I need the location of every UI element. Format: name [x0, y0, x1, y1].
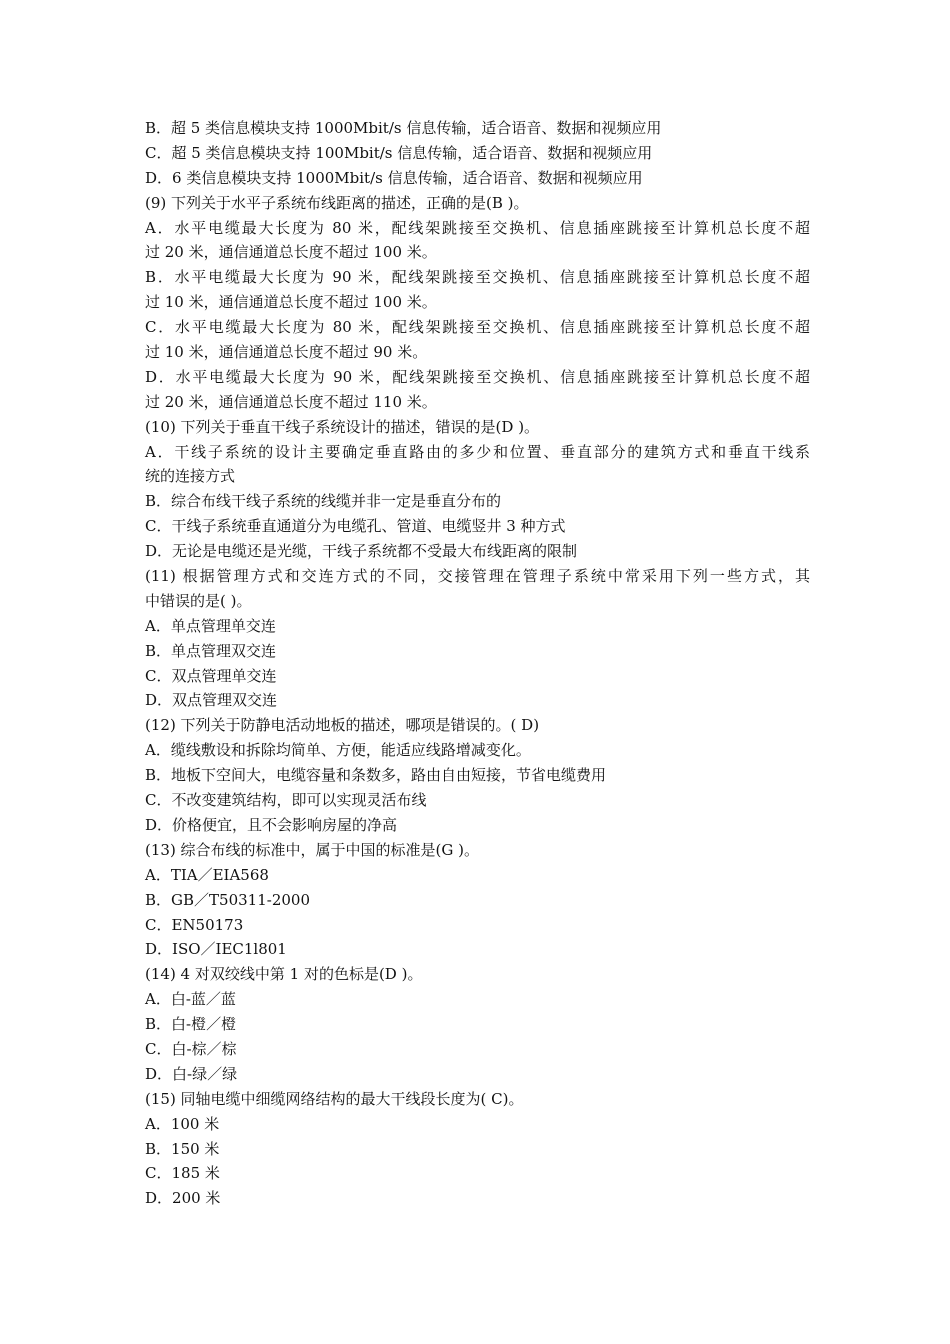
q14-option-a: A．白-蓝／蓝	[145, 990, 236, 1009]
q9-option-c-line2: 过 10 米，通信通道总长度不超过 90 米。	[145, 343, 428, 362]
q9-option-b-line2: 过 10 米，通信通道总长度不超过 100 米。	[145, 293, 437, 312]
q10-option-d: D．无论是电缆还是光缆，干线子系统都不受最大布线距离的限制	[145, 542, 578, 561]
q9-option-a-line1: A．水平电缆最大长度为 80 米，配线架跳接至交换机、信息插座跳接至计算机总长度不超	[145, 218, 810, 237]
document-body	[145, 116, 810, 1211]
q9-option-d-line1: D．水平电缆最大长度为 90 米，配线架跳接至交换机、信息插座跳接至计算机总长度不超	[145, 367, 810, 386]
q13-option-d: D．ISO／IEC1l801	[145, 940, 287, 959]
q13-option-c: C．EN50173	[145, 915, 244, 934]
q11-option-c: C．双点管理单交连	[145, 666, 277, 685]
q14-option-b: B．白-橙／橙	[145, 1015, 237, 1034]
question-11-line1: (11) 根据管理方式和交连方式的不同，交接管理在管理子系统中常采用下列一些方式，其	[145, 567, 810, 586]
q12-option-b: B．地板下空间大，电缆容量和条数多，路由自由短接，节省电缆费用	[145, 766, 607, 785]
q15-option-d: D．200 米	[145, 1189, 221, 1208]
question-11-line2: 中错误的是( )。	[145, 591, 252, 610]
option-b-line: B．超 5 类信息模块支持 1000Mbit/s 信息传输，适合语音、数据和视频应用	[145, 119, 662, 137]
q9-option-b-line1: B．水平电缆最大长度为 90 米，配线架跳接至交换机、信息插座跳接至计算机总长度不超	[145, 268, 810, 287]
question-9: (9) 下列关于水平子系统布线距离的描述，正确的是(B )。	[145, 193, 529, 212]
q11-option-b: B．单点管理双交连	[145, 641, 277, 660]
q13-option-b: B．GB／T50311-2000	[145, 890, 310, 909]
q15-option-c: C．185 米	[145, 1164, 220, 1183]
q10-option-c: C．干线子系统垂直通道分为电缆孔、管道、电缆竖井 3 种方式	[145, 517, 566, 536]
q15-option-a: A．100 米	[145, 1114, 220, 1133]
q10-option-a-line2: 统的连接方式	[145, 467, 236, 486]
q11-option-d: D．双点管理双交连	[145, 691, 278, 710]
q9-option-d-line2: 过 20 米，通信通道总长度不超过 110 米。	[145, 392, 437, 411]
q14-option-d: D．白-绿／绿	[145, 1064, 238, 1083]
q10-option-b: B．综合布线干线子系统的线缆并非一定是垂直分布的	[145, 492, 502, 511]
q12-option-c: C．不改变建筑结构，即可以实现灵活布线	[145, 791, 427, 810]
q11-option-a: A．单点管理单交连	[145, 616, 276, 635]
option-c-line: C．超 5 类信息模块支持 100Mbit/s 信息传输，适合语音、数据和视频应用	[145, 143, 653, 162]
q14-option-c: C．白-棕／棕	[145, 1039, 237, 1058]
q9-option-c-line1: C．水平电缆最大长度为 80 米，配线架跳接至交换机、信息插座跳接至计算机总长度不超	[145, 318, 810, 337]
question-14: (14) 4 对双绞线中第 1 对的色标是(D )。	[145, 965, 423, 984]
q10-option-a-line1: A．干线子系统的设计主要确定垂直路由的多少和位置、垂直部分的建筑方式和垂直干线系	[145, 442, 810, 461]
q15-option-b: B．150 米	[145, 1139, 220, 1158]
option-d-line: D．6 类信息模块支持 1000Mbit/s 信息传输，适合语音、数据和视频应用	[145, 168, 643, 187]
q12-option-d: D．价格便宜，且不会影响房屋的净高	[145, 815, 398, 834]
question-10: (10) 下列关于垂直干线子系统设计的描述，错误的是(D )。	[145, 417, 540, 436]
question-13: (13) 综合布线的标准中，属于中国的标准是(G )。	[145, 840, 480, 859]
q9-option-a-line2: 过 20 米，通信通道总长度不超过 100 米。	[145, 243, 437, 262]
question-15: (15) 同轴电缆中细缆网络结构的最大干线段长度为( C)。	[145, 1089, 524, 1108]
question-12: (12) 下列关于防静电活动地板的描述，哪项是错误的。( D)	[145, 716, 540, 735]
q12-option-a: A．缆线敷设和拆除均简单、方便，能适应线路增减变化。	[145, 741, 531, 760]
q13-option-a: A．TIA／EIA568	[145, 865, 269, 884]
